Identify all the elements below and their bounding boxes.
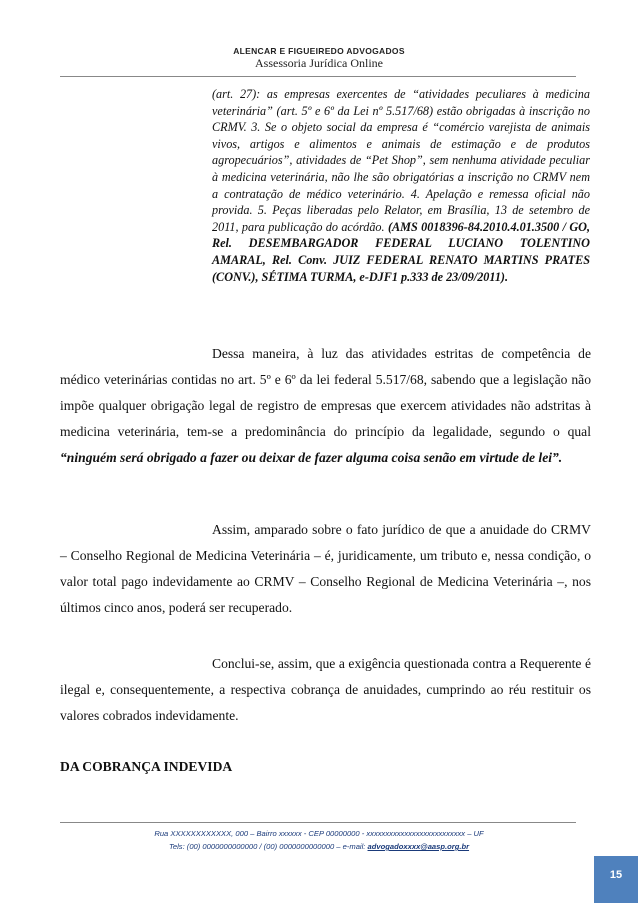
page-number: 15 xyxy=(609,869,623,881)
paragraph-1-text: Dessa maneira, à luz das atividades estritas de competência de médico veterinárias contidas no art. 5º e 6º da lei federal 5.517/68, sabendo que a legislação não impõe qualquer obrigação legal de registro de empresas que exercem atividades não adstritas à medicina veterinária, tem-se a predominância do princípio da legalidade, segundo o qual xyxy=(60,346,591,439)
footer-contact xyxy=(0,842,638,851)
page-number-badge xyxy=(594,856,638,903)
paragraph-1 xyxy=(60,341,591,471)
footer-divider xyxy=(60,822,576,823)
footer-address: Rua XXXXXXXXXXXX, 000 – Bairro xxxxxx - CEP 00000000 - xxxxxxxxxxxxxxxxxxxxxxxxxx – UF xyxy=(154,829,484,838)
footer-phones: Tels: (00) 0000000000000 / (00) 0000000000000 – e-mail: xyxy=(168,842,366,851)
jurisprudence-quote xyxy=(212,86,590,285)
paragraph-2: Assim, amparado sobre o fato jurídico de que a anuidade do CRMV – Conselho Regional de Medicina Veterinária – é, juridicamente, um tributo e, nessa condição, o valor total pago indevidamente ao CRMV – Conselho Regional de Medicina Veterinária –, nos últimos cinco anos, poderá ser recuperado. xyxy=(60,522,591,615)
quote-reference: (AMS 0018396-84.2010.4.01.3500 / GO, Rel. DESEMBARGADOR FEDERAL LUCIANO TOLENTINO AMARAL, Rel. Conv. JUIZ FEDERAL RENATO MARTINS PRATES (CONV.), SÉTIMA TURMA, e-DJF1 p.333 de 23/09/2011). xyxy=(212,219,590,284)
firm-name: ALENCAR E FIGUEIREDO ADVOGADOS xyxy=(233,46,405,56)
quote-text: (art. 27): as empresas exercentes de “atividades peculiares à medicina veterinária” (art. 5º e 6º da Lei nº 5.517/68) estão obrigadas à inscrição no CRMV. 3. Se o objeto social da empresa é “comércio varejista de animais vivos, artigos e alimentos e animais de estimação e de produtos agropecuários”, atividades de “Pet Shop”, sem nenhuma atividade peculiar à medicina veterinária, não lhe são obrigatórias a inscrição no CRMV nem a contratação de médico veterinário. 4. Apelação e remessa oficial não provida. 5. Peças liberadas pelo Relator, em Brasília, 13 de setembro de 2011, para publicação do acórdão. xyxy=(212,87,590,234)
header-divider xyxy=(60,76,576,77)
paragraph-1-emphasis: “ninguém será obrigado a fazer ou deixar de fazer alguma coisa senão em virtude de lei”. xyxy=(60,450,563,465)
firm-subtitle: Assessoria Jurídica Online xyxy=(255,56,383,70)
paragraph-3: Conclui-se, assim, que a exigência questionada contra a Requerente é ilegal e, consequentemente, a respectiva cobrança de anuidades, cumprindo ao réu restituir os valores cobrados indevidamente. xyxy=(60,656,591,723)
footer-email-link[interactable]: advogadoxxxx@aasp.org.br xyxy=(367,842,470,851)
section-heading: DA COBRANÇA INDEVIDA xyxy=(60,759,233,774)
